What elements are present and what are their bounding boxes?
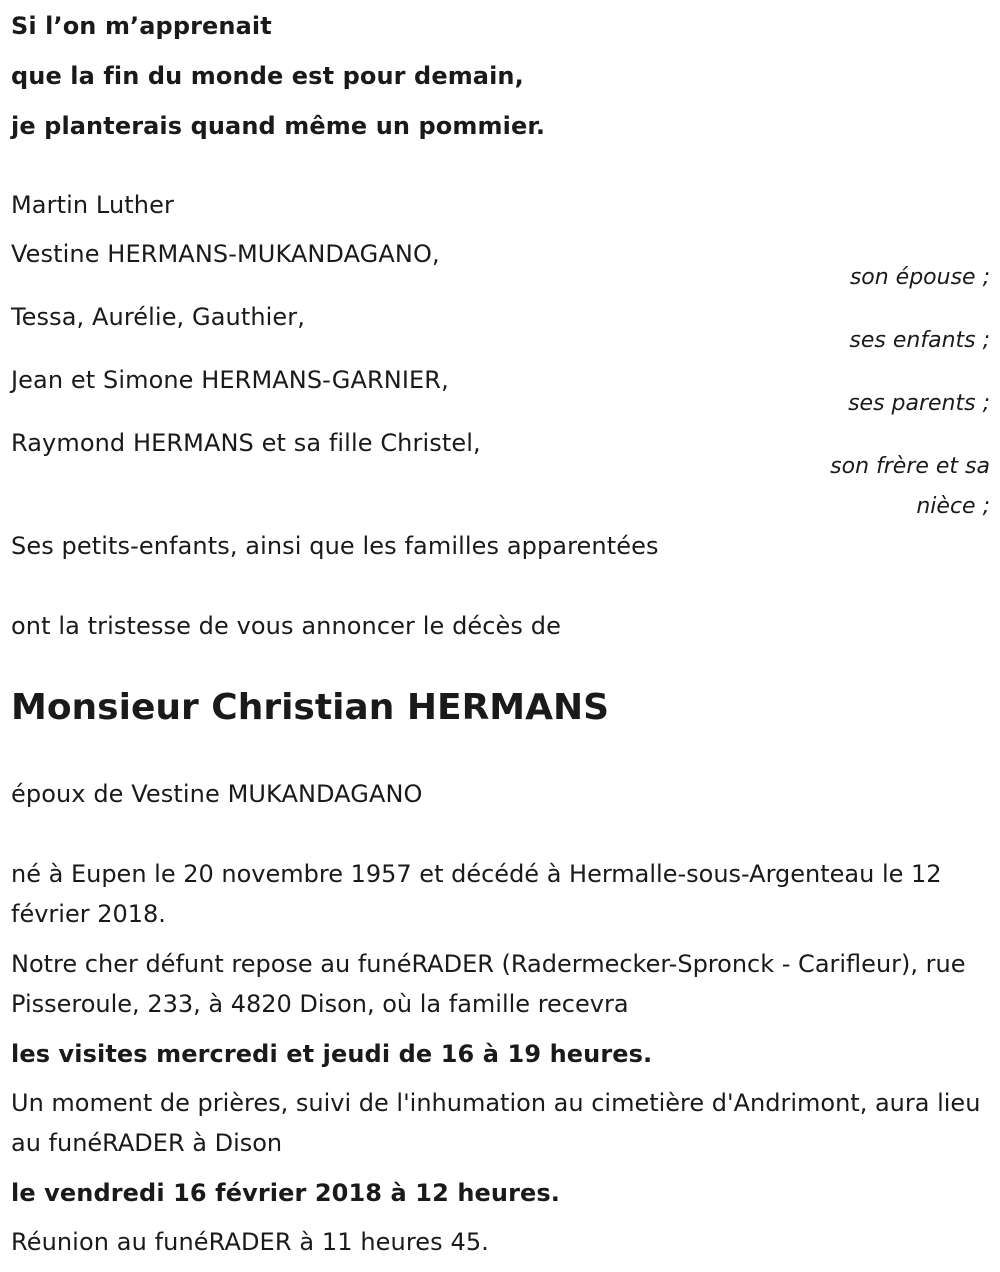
role-brother-line-2: nièce ; <box>916 494 990 519</box>
birth-death-text: né à Eupen le 20 novembre 1957 et décédé à Hermalle-sous-Argenteau le 12 février 2018. <box>11 860 942 928</box>
family-member-spouse: Vestine HERMANS-MUKANDAGANO, <box>11 240 440 268</box>
spouse-of: époux de Vestine MUKANDAGANO <box>11 780 423 808</box>
meeting-text: Réunion au funéRADER à 11 heures 45. <box>11 1228 489 1256</box>
role-brother-line-1: son frère et sa <box>830 454 990 479</box>
quote-line-1: Si l’on m’apprenait <box>11 12 272 40</box>
role-children: ses enfants ; <box>849 328 990 353</box>
announcement: ont la tristesse de vous annoncer le décès de <box>11 612 561 640</box>
family-member-brother: Raymond HERMANS et sa fille Christel, <box>11 429 481 457</box>
repose-text: Notre cher défunt repose au funéRADER (Radermecker-Spronck - Carifleur), rue Pisseroule, 233, à 4820 Dison, où la famille recevra <box>11 950 966 1018</box>
role-spouse: son épouse ; <box>849 265 990 290</box>
visits-text: les visites mercredi et jeudi de 16 à 19 heures. <box>11 1040 653 1068</box>
ceremony-date: le vendredi 16 février 2018 à 12 heures. <box>11 1179 560 1207</box>
extended-family: Ses petits-enfants, ainsi que les familles apparentées <box>11 532 659 560</box>
quote-line-3: je planterais quand même un pommier. <box>11 112 546 140</box>
prayer-text: Un moment de prières, suivi de l'inhumation au cimetière d'Andrimont, aura lieu au funéRADER à Dison <box>11 1089 981 1157</box>
family-member-children: Tessa, Aurélie, Gauthier, <box>11 303 305 331</box>
deceased-name: Monsieur Christian HERMANS <box>11 687 610 728</box>
role-parents: ses parents ; <box>848 391 990 416</box>
quote-author: Martin Luther <box>11 191 174 219</box>
quote-line-2: que la fin du monde est pour demain, <box>11 62 524 90</box>
family-member-parents: Jean et Simone HERMANS-GARNIER, <box>11 366 449 394</box>
